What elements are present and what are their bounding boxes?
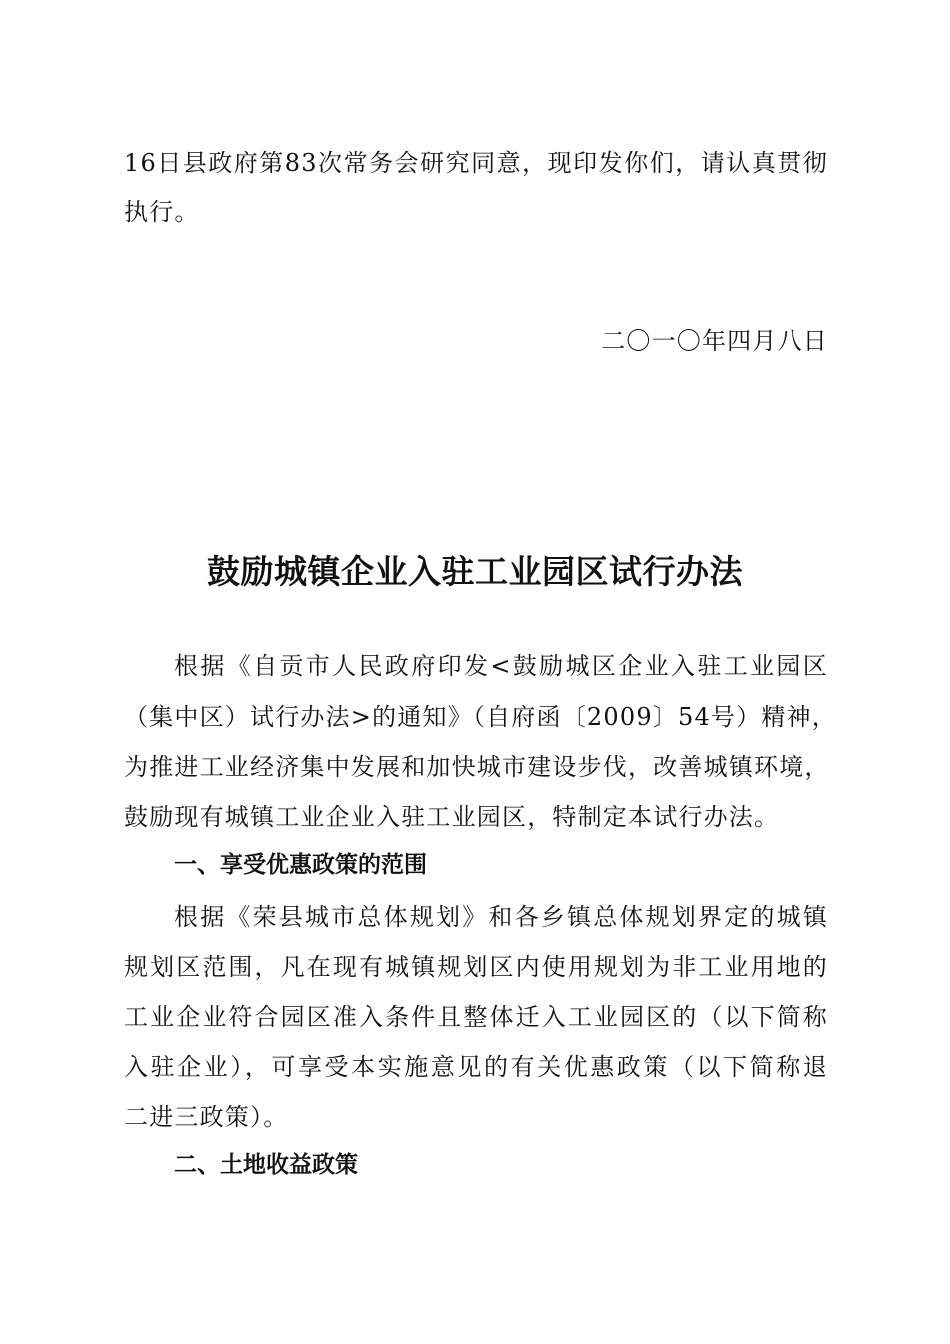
section1-line-1: 根据《荣县城市总体规划》和各乡镇总体规划界定的城镇 bbox=[174, 903, 828, 931]
section1-line-3: 工业企业符合园区准入条件且整体迁入工业园区的（以下简称 bbox=[124, 1003, 828, 1031]
notice-date: 二〇一〇年四月八日 bbox=[601, 327, 828, 355]
section1-line-5: 二进三政策）。 bbox=[124, 1103, 289, 1131]
notice-line-2: 执行。 bbox=[124, 198, 200, 226]
section1-line-4: 入驻企业），可享受本实施意见的有关优惠政策（以下简称退 bbox=[124, 1053, 828, 1081]
section1-line-2: 规划区范围，凡在现有城镇规划区内使用规划为非工业用地的 bbox=[124, 953, 828, 981]
document-title: 鼓励城镇企业入驻工业园区试行办法 bbox=[207, 552, 743, 591]
intro-line-2: （集中区）试行办法>的通知》（自府函〔2009〕54号）精神， bbox=[124, 703, 837, 731]
section-heading-2: 二、土地收益政策 bbox=[174, 1152, 358, 1178]
section-heading-1: 一、享受优惠政策的范围 bbox=[174, 852, 427, 878]
intro-line-4: 鼓励现有城镇工业企业入驻工业园区，特制定本试行办法。 bbox=[124, 803, 780, 831]
notice-line-1: 16日县政府第83次常务会研究同意，现印发你们，请认真贯彻 bbox=[124, 149, 828, 177]
intro-line-1: 根据《自贡市人民政府印发<鼓励城区企业入驻工业园区 bbox=[174, 652, 828, 680]
intro-line-3: 为推进工业经济集中发展和加快城市建设步伐，改善城镇环境， bbox=[124, 753, 830, 781]
